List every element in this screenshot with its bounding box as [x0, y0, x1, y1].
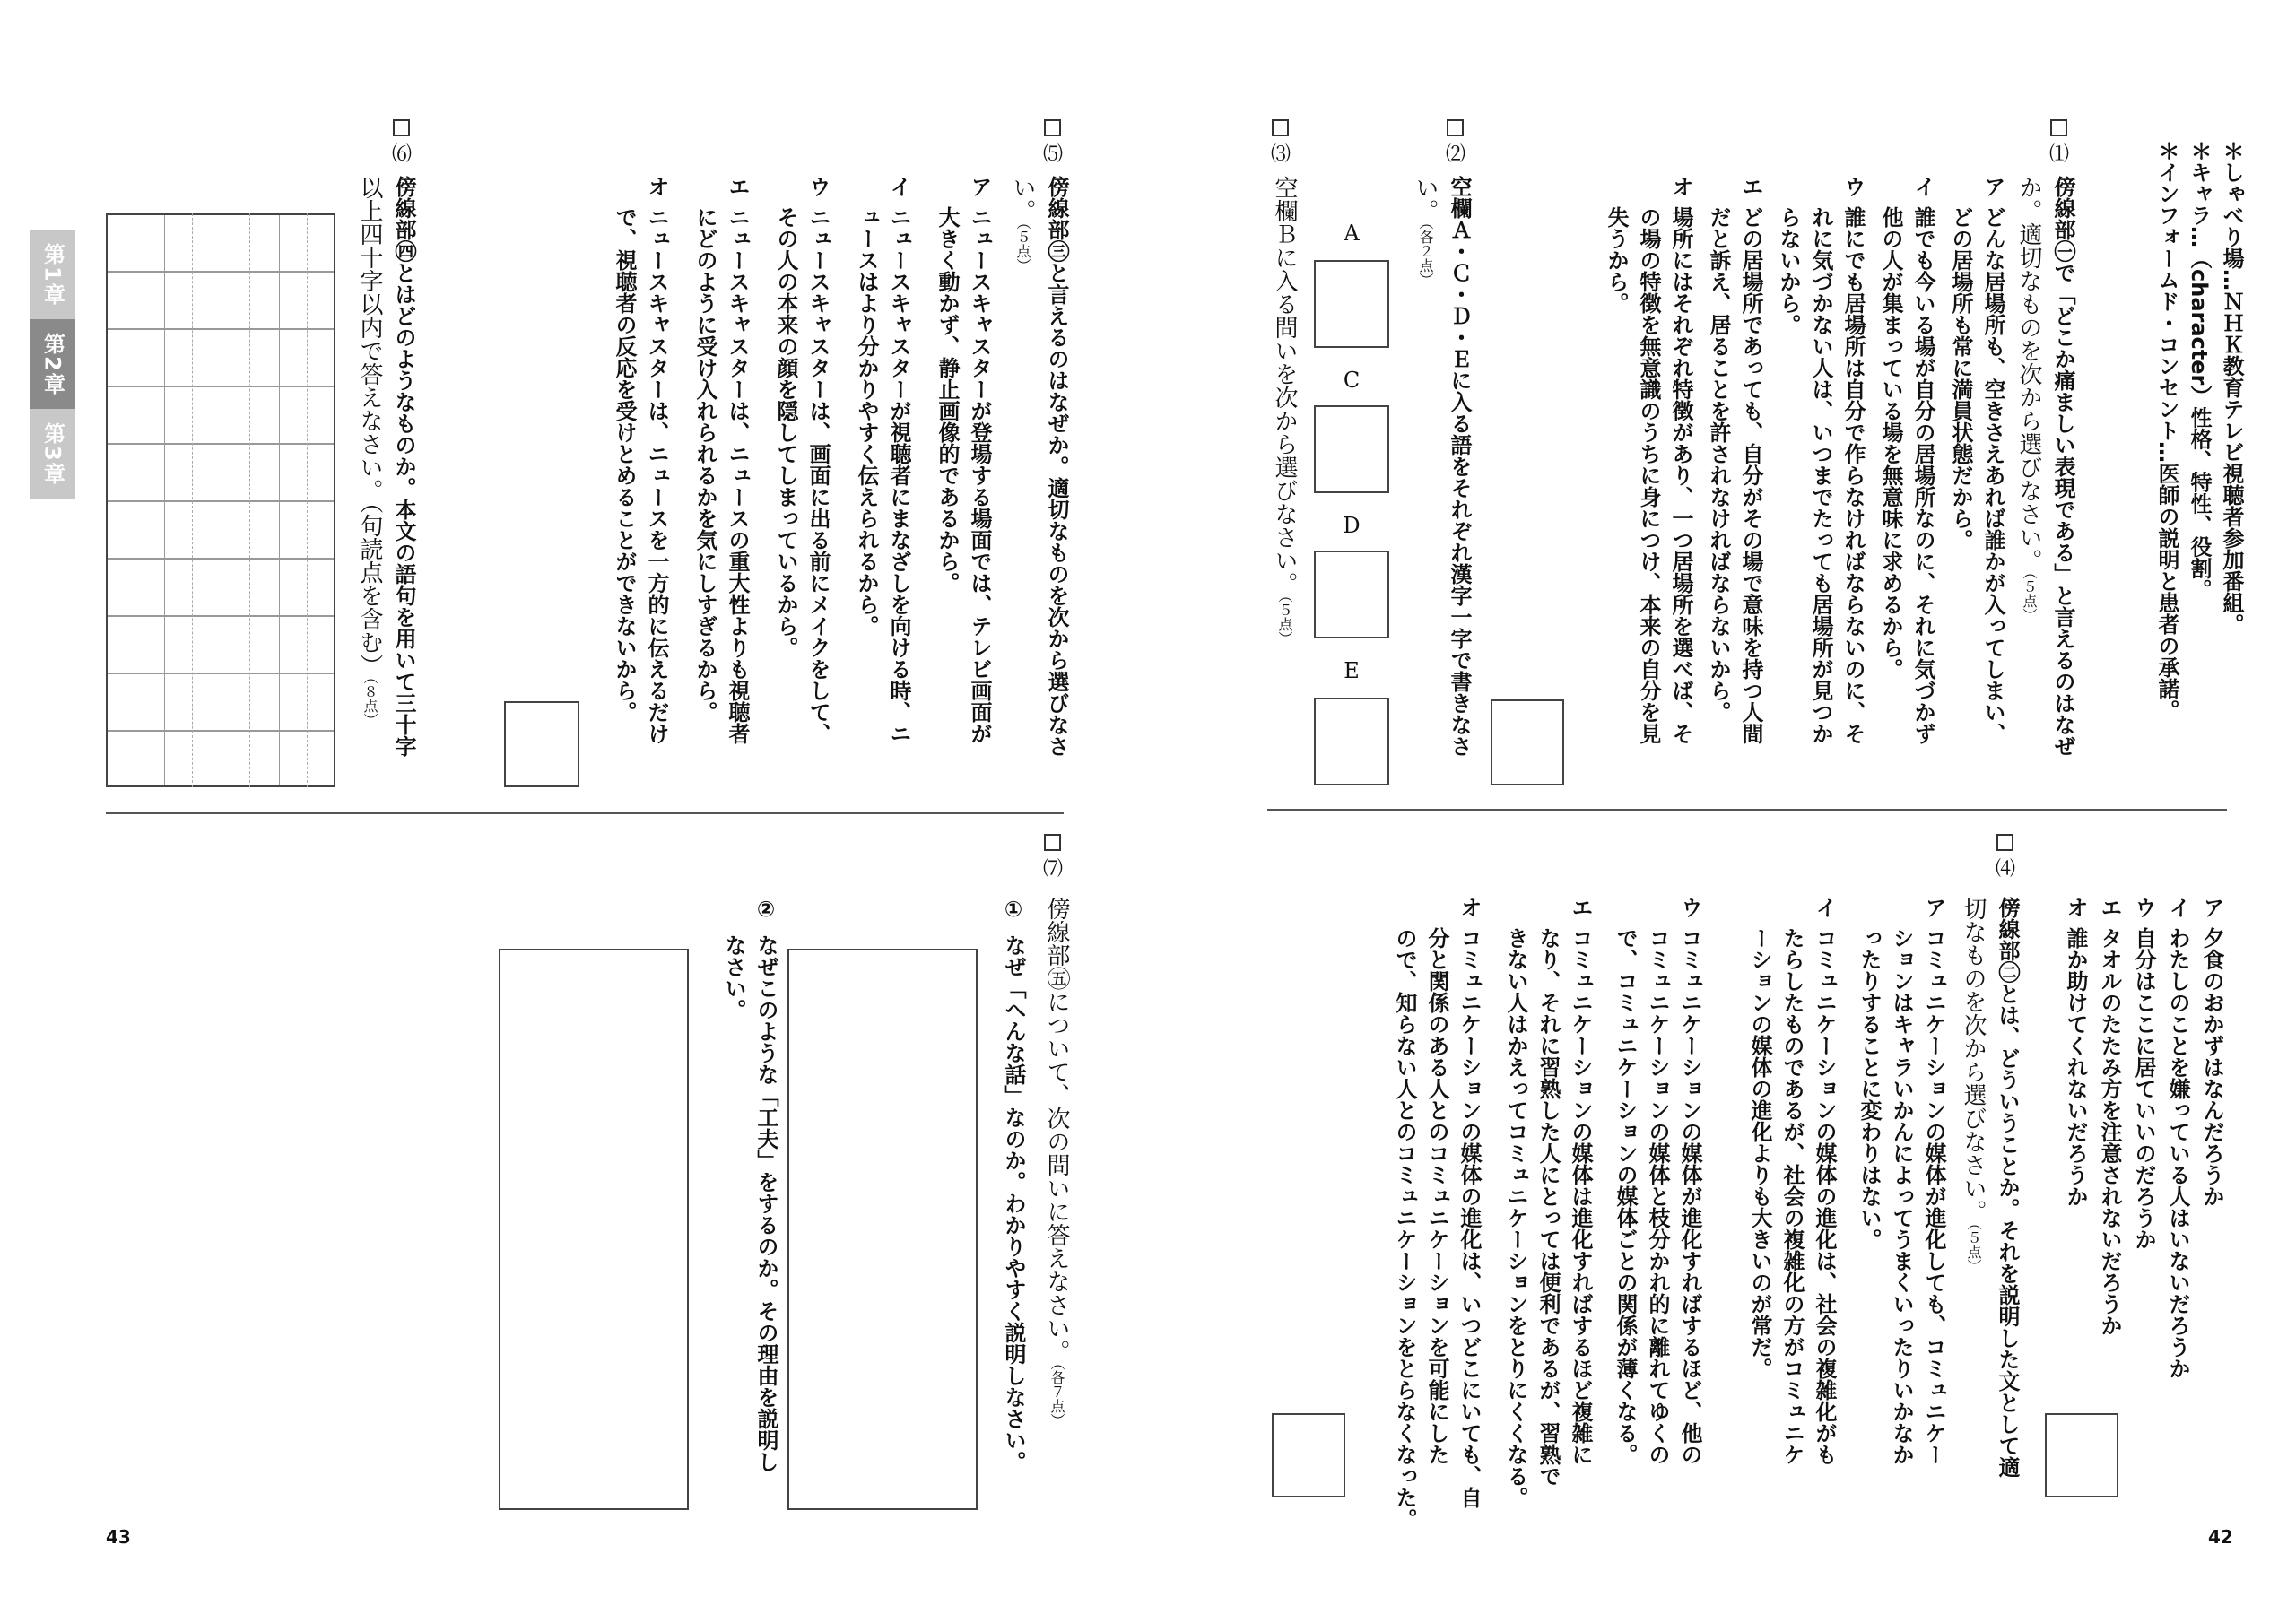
- option-label: イ: [2165, 897, 2190, 918]
- sub-question-text: なさい。: [721, 934, 746, 1020]
- question-number: ⑷: [1995, 858, 2015, 881]
- answer-grid-q6[interactable]: [106, 213, 335, 787]
- chapter-tab-1[interactable]: 第1章: [30, 230, 75, 319]
- checkbox[interactable]: [1044, 834, 1061, 851]
- points: （各７点）: [1048, 1363, 1065, 1428]
- option-text: 誰か助けてくれないだろうか: [2063, 927, 2088, 1207]
- option-label: ア: [2199, 897, 2224, 918]
- option-label: イ: [1910, 176, 1935, 197]
- grid-guide: [192, 213, 193, 787]
- option-text: どの居場所であっても、自分がその場で意味を持つ人間: [1738, 206, 1763, 744]
- option-text: なり、それに習熟した人にとっては便利であるが、習熟で: [1535, 927, 1561, 1487]
- option-text: コミュニケーションの媒体が進化しても、コミュニケー: [1921, 927, 1946, 1465]
- option-text: どんな居場所も、空きさえあれば誰かが入ってしまい、: [1980, 206, 2005, 744]
- points: （８点）: [361, 677, 378, 727]
- option-text: 場所にはそれぞれ特徴があり、一つ居場所を選べば、そ: [1668, 206, 1693, 744]
- option-text: 誰でも今いる場が自分の居場所なのに、それに気づかず: [1910, 206, 1935, 744]
- question-stem: 傍線部㊁とは、どういうことか。それを説明した文として適: [1995, 897, 2020, 1478]
- points: （５点）: [1276, 595, 1293, 646]
- chapter-tab-3[interactable]: 第3章: [30, 409, 75, 499]
- option-text: その人の本来の顔を隠してしまっているから。: [773, 206, 798, 658]
- option-label: エ: [2097, 897, 2122, 918]
- checkbox[interactable]: [1447, 119, 1464, 136]
- question-stem: か。適切なものを次から選びなさい。（５点）: [2015, 176, 2042, 622]
- option-text: にどのように受け入れられるかを気にしすぎるから。: [692, 206, 718, 723]
- sub-question-text: なぜ「へんな話」なのか。わかりやすく説明しなさい。: [1001, 934, 1026, 1472]
- option-text: だと訴え、居ることを許されなければならないから。: [1706, 206, 1731, 723]
- checkbox[interactable]: [2050, 119, 2067, 136]
- option-label: エ: [725, 176, 750, 197]
- option-text: らないから。: [1776, 206, 1801, 335]
- option-text: ニュースキャスターは、ニュースの重大性よりも視聴者: [725, 206, 750, 744]
- option-text: の場の特徴を無意識のうちに身につけ、本来の自分を見: [1636, 206, 1661, 744]
- points: （５点）: [2021, 572, 2038, 622]
- points: （５点）: [1965, 1223, 1982, 1273]
- question-stem: 空欄Ｂに入る問いを次から選びなさい。（５点）: [1271, 176, 1298, 646]
- option-text: ニュースキャスターは、画面に出る前にメイクをして、: [805, 206, 831, 744]
- option-text: たらしたものであるが、社会の複雑化の方がコミュニケ: [1779, 927, 1805, 1465]
- option-text: ニュースキャスターが視聴者にまなざしを向ける時、ニ: [886, 206, 911, 744]
- question-stem: 傍線部㊃とはどのようなものか。本文の語句を用いて三十字: [391, 176, 416, 757]
- answer-box-d[interactable]: [1314, 551, 1389, 638]
- answer-box-q7-2[interactable]: [499, 949, 689, 1510]
- question-stem: い。（５点）: [1009, 176, 1036, 273]
- option-text: で、視聴者の反応を受けとめることができないから。: [612, 206, 637, 723]
- points: （５点）: [1014, 222, 1031, 273]
- question-number: ⑸: [1042, 143, 1063, 166]
- option-text: コミュニケーションの媒体の進化は、社会の複雑化がも: [1812, 927, 1837, 1465]
- divider: [1267, 809, 2227, 811]
- answer-box-a[interactable]: [1314, 260, 1389, 348]
- option-text: ュースはより分かりやすく伝えられるから。: [854, 206, 879, 637]
- question-number: ⑹: [391, 143, 412, 166]
- blank-label: D: [1343, 513, 1361, 538]
- note-line: ＊しゃべり場…ＮＨＫ教育テレビ視聴者参加番組。: [2219, 140, 2244, 635]
- option-text: れに気づかない人は、いつまでたっても居場所が見つか: [1808, 206, 1833, 744]
- question-stem: 傍線部㊂と言えるのはなぜか。適切なものを次から選びなさ: [1044, 176, 1069, 757]
- checkbox[interactable]: [393, 119, 410, 136]
- blank-label: C: [1343, 368, 1361, 393]
- blank-label: A: [1344, 221, 1360, 246]
- checkbox[interactable]: [1996, 834, 2013, 851]
- option-text: 他の人が集まっている場を無意味に求めるから。: [1878, 206, 1903, 680]
- option-label: ア: [1980, 176, 2005, 197]
- question-stem: 切なものを次から選びなさい。（５点）: [1960, 897, 1987, 1273]
- answer-box-q4[interactable]: [1272, 1413, 1345, 1497]
- blank-label: E: [1344, 658, 1360, 683]
- answer-box-q1[interactable]: [1491, 699, 1564, 785]
- option-label: ウ: [2131, 897, 2156, 918]
- option-text: ったりすることに変わりはない。: [1857, 927, 1882, 1250]
- option-text: 自分はここに居ていいのだろうか: [2131, 927, 2156, 1250]
- option-text: 誰にでも居場所は自分で作らなければならないのに、そ: [1840, 206, 1866, 744]
- option-label: オ: [1668, 176, 1693, 197]
- option-text: ニュースキャスターが登場する場面では、テレビ画面が: [967, 206, 992, 744]
- checkbox[interactable]: [1272, 119, 1289, 136]
- option-label: イ: [886, 176, 911, 197]
- option-label: エ: [1738, 176, 1763, 197]
- question-stem: 傍線部㊄について、次の問いに答えなさい。（各７点）: [1043, 897, 1070, 1428]
- option-text: きない人はかえってコミュニケーションをとりにくくなる。: [1503, 927, 1528, 1508]
- chapter-tab-2[interactable]: 第2章: [30, 319, 75, 409]
- question-number: ⑺: [1042, 858, 1063, 881]
- grid-guide: [307, 213, 308, 787]
- option-label: オ: [1457, 897, 1482, 918]
- option-text: コミュニケーションの媒体が進化すればするほど、他の: [1677, 927, 1702, 1465]
- option-text: どの居場所も常に満員状態だから。: [1948, 206, 1973, 551]
- option-text: で、コミュニケーションの媒体ごとの関係が薄くなる。: [1613, 927, 1638, 1465]
- checkbox[interactable]: [1044, 119, 1061, 136]
- option-label: イ: [1812, 897, 1837, 918]
- option-text: わたしのことを嫌っている人はいないだろうか: [2165, 927, 2190, 1379]
- points: （各２点）: [1417, 222, 1434, 287]
- option-label: ア: [967, 176, 992, 197]
- option-label: オ: [2063, 897, 2088, 918]
- option-label: ウ: [805, 176, 831, 197]
- option-label: ウ: [1677, 897, 1702, 918]
- option-text: ニュースキャスターは、ニュースを一方的に伝えるだけ: [644, 206, 669, 744]
- question-stem: 空欄Ａ・Ｃ・Ｄ・Ｅに入る語をそれぞれ漢字一字で書きなさ: [1447, 176, 1472, 757]
- note-line: ＊インフォームド・コンセント…医師の説明と患者の承諾。: [2154, 140, 2179, 721]
- option-label: エ: [1568, 897, 1593, 918]
- question-stem: 傍線部㊀で「どこか痛ましい表現である」と言えるのはなぜ: [2050, 176, 2075, 757]
- option-text: タオルのたたみ方を注意されないだろうか: [2097, 927, 2122, 1336]
- question-stem: 以上四十字以内で答えなさい。（句読点を含む）（８点）: [356, 176, 383, 727]
- option-text: コミュニケーションの媒体と枝分かれ的に離れてゆくの: [1645, 927, 1670, 1465]
- option-label: オ: [644, 176, 669, 197]
- answer-box-q7-1[interactable]: [787, 949, 978, 1510]
- question-stem: い。（各２点）: [1412, 176, 1439, 287]
- answer-box-q5[interactable]: [504, 701, 579, 787]
- option-text: 分と関係のある人とのコミュニケーションを可能にした: [1424, 927, 1449, 1465]
- sub-question-number: ①: [1001, 897, 1026, 922]
- option-text: コミュニケーションの媒体は進化すればするほど複雑に: [1568, 927, 1593, 1465]
- sub-question-number: ②: [753, 897, 778, 922]
- option-text: 大きく動かず、静止画像的であるから。: [935, 206, 960, 594]
- option-text: ションはキャラいかんによってうまくいったりいかなか: [1889, 927, 1914, 1465]
- option-text: ので、知らない人とのコミュニケーションをとらなくなった。: [1392, 927, 1417, 1530]
- option-text: ーションの媒体の進化よりも大きいのが常だ。: [1747, 927, 1772, 1379]
- question-number: ⑶: [1270, 143, 1291, 166]
- page-number-right: 42: [2208, 1526, 2233, 1548]
- answer-box-e[interactable]: [1314, 698, 1389, 785]
- page-number-left: 43: [106, 1526, 131, 1548]
- grid-guide: [249, 213, 250, 787]
- answer-box-c[interactable]: [1314, 405, 1389, 493]
- option-text: コミュニケーションの媒体の進化は、いつどこにいても、自: [1457, 927, 1482, 1508]
- note-line: ＊キャラ…（character）性格、特性、役割。: [2187, 140, 2212, 601]
- option-label: ウ: [1840, 176, 1866, 197]
- option-label: ア: [1921, 897, 1946, 918]
- question-number: ⑵: [1445, 143, 1465, 166]
- answer-box-q3[interactable]: [2045, 1413, 2118, 1497]
- option-text: 夕食のおかずはなんだろうか: [2199, 927, 2224, 1207]
- option-text: 失うから。: [1604, 206, 1629, 314]
- divider: [106, 812, 1064, 814]
- sub-question-text: なぜこのような「工夫」をするのか。その理由を説明し: [753, 934, 778, 1472]
- question-number: ⑴: [2048, 143, 2069, 166]
